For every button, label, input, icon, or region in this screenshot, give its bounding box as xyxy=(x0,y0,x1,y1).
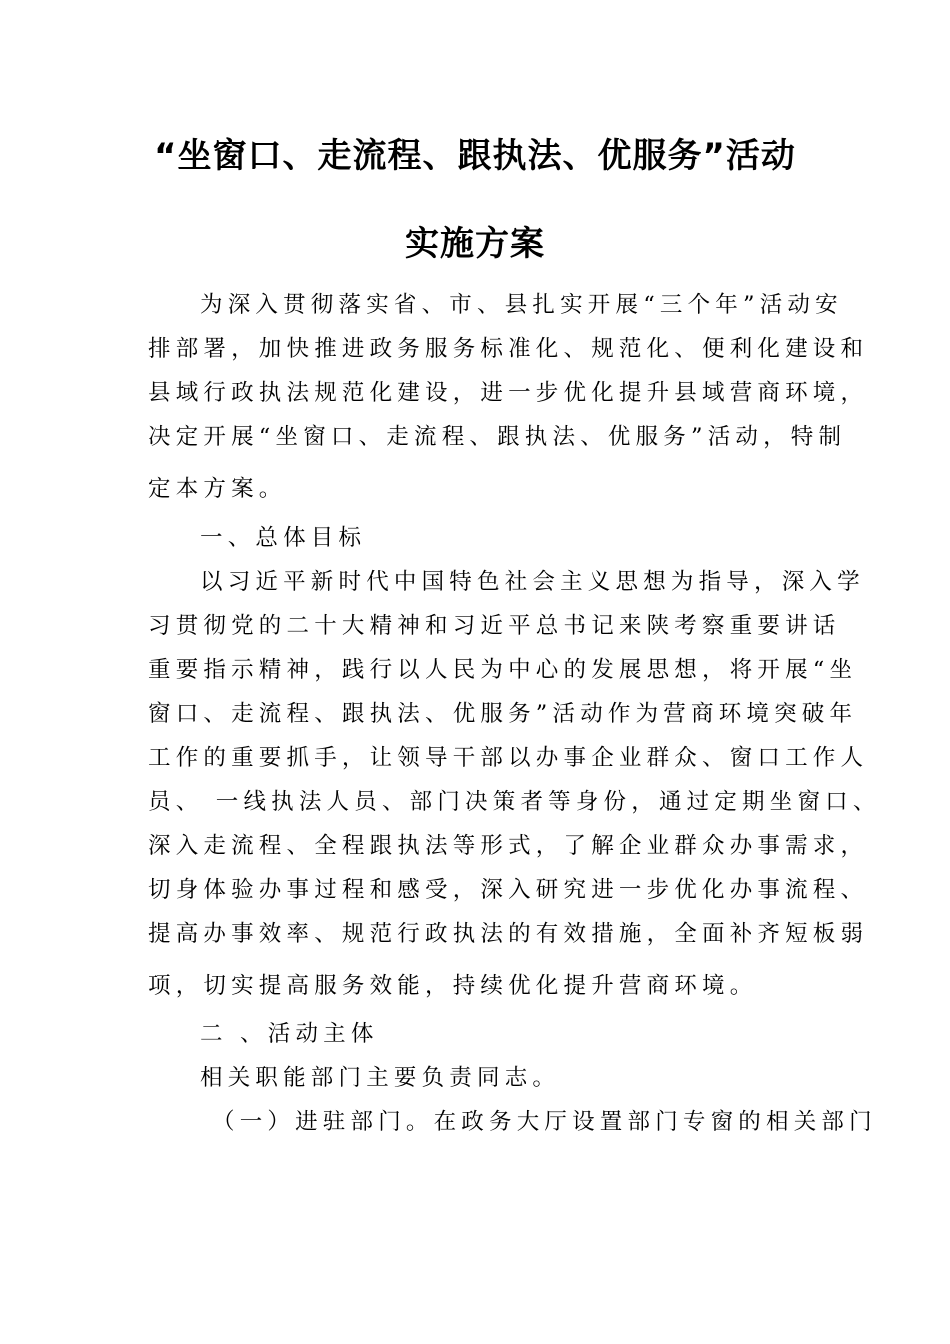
subsection-1 xyxy=(148,1100,877,1144)
paragraph-line: 为深入贯彻落实省、市、县扎实开展“三个年”活动安 xyxy=(200,292,843,318)
paragraph-line: 习贯彻党的二十大精神和习近平总书记来陕考察重要讲话 xyxy=(148,613,841,639)
section-heading-text: 一、总体目标 xyxy=(200,525,367,551)
section-2-paragraph xyxy=(148,1056,808,1100)
document-title-line-2: 实施方案 xyxy=(405,224,545,264)
paragraph-line: 重要指示精神，践行以人民为中心的发展思想，将开展“坐 xyxy=(148,657,858,683)
paragraph-line: （一）进驻部门。在政务大厅设置部门专窗的相关部门 xyxy=(212,1109,877,1135)
section-heading-1 xyxy=(148,516,808,560)
paragraph-line: 相关职能部门主要负责同志。 xyxy=(200,1065,561,1091)
paragraph-line: 窗口、走流程、跟执法、优服务”活动作为营商环境突破年 xyxy=(148,701,858,727)
paragraph-line: 定本方案。 xyxy=(148,476,287,502)
section-heading-2 xyxy=(148,1012,808,1056)
document-title-line-1: “坐窗口、走流程、跟执法、优服务”活动 xyxy=(154,136,796,176)
paragraph-line: 项，切实提高服务效能，持续优化提升营商环境。 xyxy=(148,973,758,999)
paragraph-line: 深入走流程、全程跟执法等形式，了解企业群众办事需求， xyxy=(148,833,869,859)
intro-paragraph xyxy=(148,283,869,511)
paragraph-line: 县域行政执法规范化建设，进一步优化提升县域营商环境， xyxy=(148,380,869,406)
section-heading-text: 二 、活动主体 xyxy=(200,1021,379,1047)
paragraph-line: 以习近平新时代中国特色社会主义思想为指导，深入学 xyxy=(200,569,865,595)
paragraph-line: 切身体验办事过程和感受，深入研究进一步优化办事流程、 xyxy=(148,877,869,903)
paragraph-line: 排部署，加快推进政务服务标准化、规范化、便利化建设和 xyxy=(148,336,869,362)
paragraph-line: 工作的重要抓手，让领导干部以办事企业群众、窗口工作人 xyxy=(148,745,869,771)
paragraph-line: 员、 一线执法人员、部门决策者等身份，通过定期坐窗口、 xyxy=(148,789,881,815)
paragraph-line: 决定开展“坐窗口、走流程、跟执法、优服务”活动，特制 xyxy=(148,424,847,450)
section-1-paragraph xyxy=(148,560,881,1008)
paragraph-line: 提高办事效率、规范行政执法的有效措施，全面补齐短板弱 xyxy=(148,921,869,947)
